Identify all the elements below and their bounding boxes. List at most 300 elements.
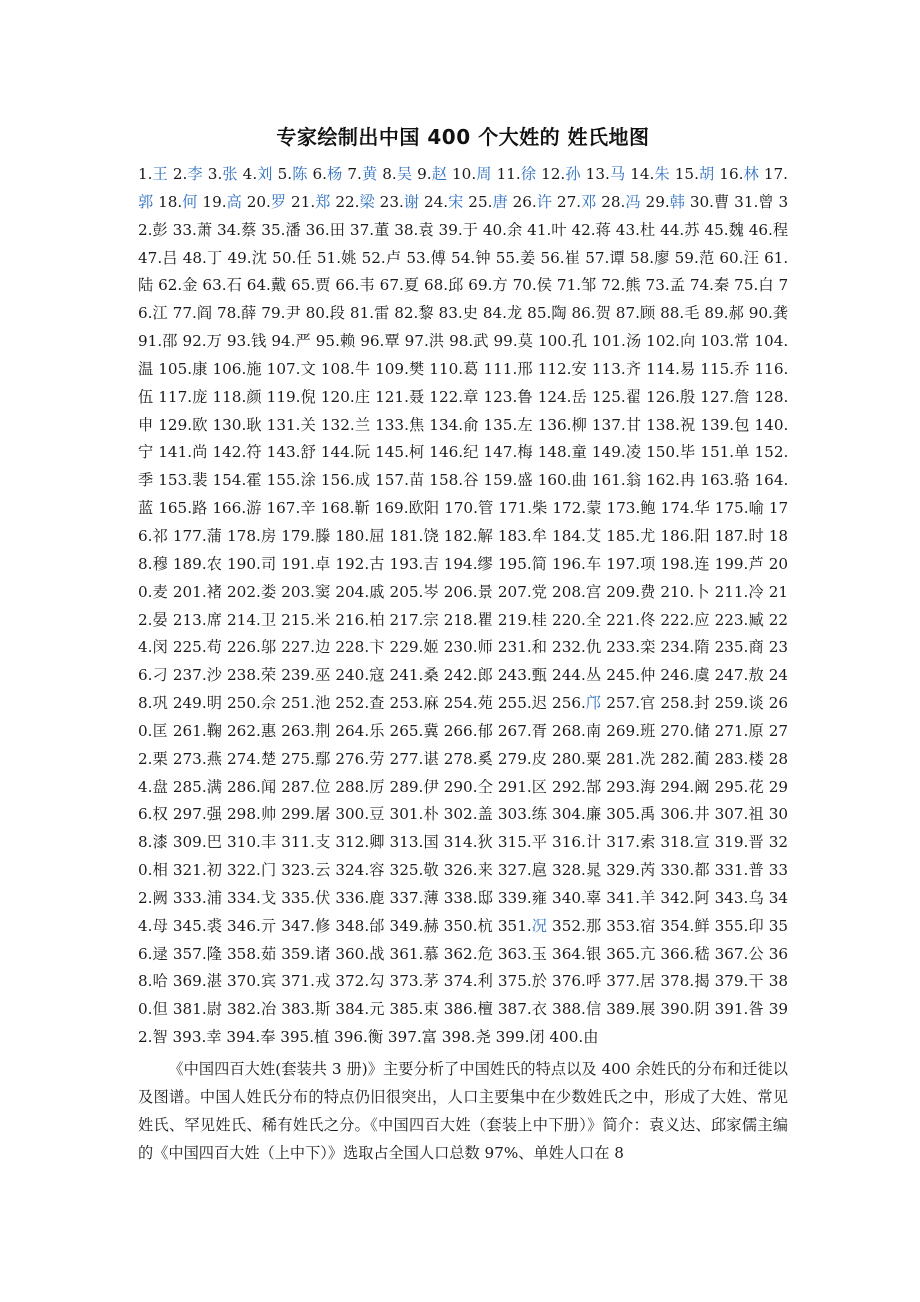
surname-name: 边 [315,638,331,657]
surname-name: 柳 [571,415,587,434]
surname-link[interactable]: 马 [609,165,626,183]
surname-entry [158,276,197,294]
surname-name: 沈 [251,248,268,267]
surname-name: 赫 [423,916,439,935]
surname-rank: 273. [172,749,207,768]
surname-rank: 108. [320,359,355,378]
surname-entry [660,638,709,656]
surname-entry [494,332,534,350]
surname-name: 危 [477,944,493,963]
surname-rank: 230. [443,638,478,657]
surname-entry [390,555,439,573]
surname-rank: 36. [305,220,330,239]
surname-rank: 188. [138,526,789,573]
surname-rank: 398. [441,1028,476,1047]
surname-entry [335,805,384,823]
surname-name: 闻 [260,777,277,796]
surname-entry [439,221,478,239]
surname-rank: 207. [497,582,532,601]
surname-name: 鹿 [369,888,385,907]
surname-rank: 182. [443,526,478,545]
surname-rank: 270. [660,721,695,740]
surname-entry [360,332,400,350]
surname-rank: 355. [714,916,749,935]
surname-entry [281,555,330,573]
surname-rank: 236. [138,638,789,685]
surname-entry [217,221,256,239]
surname-link[interactable]: 韩 [669,192,685,211]
surname-entry [444,694,493,712]
surname-entry [444,527,493,545]
surname-name: 权 [152,805,168,824]
surname-name: 江 [152,304,168,323]
surname-rank: 299. [281,805,316,824]
surname-rank: 309. [172,833,207,852]
surname-entry [498,945,547,963]
surname-link[interactable]: 罗 [270,192,287,211]
surname-link[interactable]: 张 [222,165,238,183]
surname-name: 丁 [206,248,223,267]
surname-rank: 6. [312,165,327,183]
surname-entry [630,165,670,183]
surname-name: 耿 [246,415,262,434]
surname-entry [227,889,276,907]
surname-name: 盘 [152,777,168,796]
surname-name: 郁 [477,721,493,740]
surname-rank: 235. [714,638,749,657]
surname-rank: 134. [429,415,464,434]
surname-entry [552,527,601,545]
surname-rank: 327. [497,861,532,880]
surname-name: 薄 [423,888,439,907]
surname-entry [272,249,312,267]
surname-name: 华 [694,499,710,518]
surname-entry [552,750,601,768]
surname-rank: 56. [540,248,565,267]
surname-name: 亓 [260,916,277,935]
surname-entry [281,666,330,684]
surname-link[interactable]: 陈 [292,165,308,183]
surname-rank: 380. [138,972,789,1019]
surname-rank: 27. [556,192,582,211]
surname-name: 毛 [684,304,700,323]
surname-entry [646,471,695,489]
surname-rank: 93. [226,332,252,351]
surname-rank: 126. [646,387,680,406]
surname-name: 奉 [260,1028,276,1047]
surname-link[interactable]: 邓 [581,192,597,211]
surname-rank: 183. [497,526,532,545]
surname-entry [540,249,580,267]
surname-name: 单 [734,443,750,462]
surname-rank: 176. [138,499,789,545]
surname-name: 朴 [423,805,439,824]
surname-name: 颜 [246,387,262,406]
surname-rank: 203. [281,582,316,601]
surname-rank: 19. [202,192,227,211]
surname-entry [498,1000,547,1018]
surname-entry [173,304,212,322]
surname-entry [429,360,478,378]
surname-entry [444,917,493,935]
surname-rank: 229. [389,638,424,657]
surname-rank: 258. [660,694,695,713]
surname-rank: 279. [497,749,532,768]
surname-name: 南 [585,721,602,740]
surname-name: 顾 [639,304,656,323]
surname-entry [444,861,493,879]
surname-name: 贾 [315,276,331,295]
surname-link[interactable]: 杨 [326,165,343,183]
surname-entry [592,443,641,461]
surname-name: 崔 [564,248,581,267]
surname-link[interactable]: 郑 [315,192,331,211]
surname-rank: 65. [291,276,316,295]
surname-entry [227,583,276,601]
surname-entry [675,165,715,183]
surname-rank: 201. [172,582,207,601]
surname-link[interactable]: 郭 [138,192,154,211]
surname-name: 龚 [772,304,789,323]
surname-entry [700,388,749,406]
surname-rank: 193. [389,554,424,573]
surname-rank: 26. [512,192,537,211]
surname-entry [715,499,764,517]
surname-name: 桂 [531,610,548,629]
surname-entry [498,833,547,851]
surname-name: 赖 [339,332,356,351]
surname-name: 茅 [423,972,439,991]
surname-name: 展 [640,1000,656,1019]
surname-link[interactable]: 胡 [698,165,715,183]
surname-entry [606,833,655,851]
surname-entry [497,165,537,183]
surname-entry [390,527,439,545]
surname-rank: 305. [606,805,641,824]
surname-entry [227,778,276,796]
surname-name: 荣 [260,666,277,685]
surname-name: 古 [369,554,385,573]
surname-rank: 50. [272,248,297,267]
surname-name: 施 [246,359,262,378]
surname-name: 戎 [315,972,331,991]
surname-rank: 107. [266,359,301,378]
surname-rank: 122. [429,387,464,406]
surname-entry [606,1000,655,1018]
surname-entry [321,416,370,434]
surname-entry [405,332,445,350]
surname-rank: 31. [734,192,759,211]
surname-rank: 82. [394,304,419,323]
surname-name: 方 [492,276,508,295]
surname-link[interactable]: 孙 [565,165,581,183]
surname-name: 云 [315,861,331,880]
surname-rank: 2. [172,165,188,183]
surname-name: 池 [315,694,331,713]
surname-link[interactable]: 况 [531,916,548,935]
surname-rank: 301. [389,805,424,824]
surname-entry [606,611,655,629]
surname-entry [212,360,261,378]
surname-name: 毕 [679,443,696,462]
surname-name: 伏 [315,888,331,907]
surname-rank: 48. [182,248,207,267]
surname-entry [498,805,547,823]
surname-entry [138,165,168,183]
surname-name: 庞 [192,387,208,406]
surname-rank: 22. [335,192,360,211]
surname-name: 吉 [423,554,439,573]
surname-name: 倪 [300,387,316,406]
surname-name: 栗 [152,749,168,768]
surname-rank: 189. [172,554,207,573]
surname-rank: 319. [714,833,749,852]
surname-name: 闵 [152,638,168,657]
surname-entry [715,889,764,907]
surname-entry [227,527,276,545]
surname-name: 雷 [374,304,390,323]
surname-name: 海 [640,777,656,796]
surname-entry [281,750,330,768]
surname-rank: 74. [689,276,715,295]
surname-entry [452,165,492,183]
surname-name: 鄢 [315,749,331,768]
surname-rank: 143. [266,443,301,462]
surname-link[interactable]: 李 [187,165,203,183]
surname-name: 阿 [694,888,710,907]
surname-entry [281,722,330,740]
surname-rank: 34. [216,220,242,239]
surname-rank: 97. [404,332,429,351]
surname-rank: 37. [349,220,375,239]
surname-name: 白 [758,276,774,295]
surname-name: 晁 [585,861,602,880]
surname-name: 位 [315,777,331,796]
surname-entry [660,750,709,768]
surname-rank: 246. [660,666,695,685]
surname-name: 练 [531,805,548,824]
surname-rank: 47. [138,248,163,267]
surname-entry [202,276,241,294]
surname-entry [227,805,276,823]
surname-rank: 222. [660,610,695,629]
surname-link[interactable]: 冯 [625,192,641,211]
surname-name: 樊 [408,359,425,378]
surname-name: 乐 [369,721,385,740]
surname-rank: 223. [714,610,749,629]
surname-rank: 200. [138,554,789,601]
surname-name: 柴 [532,499,548,518]
surname-name: 严 [295,332,311,351]
surname-name: 孟 [669,276,685,295]
surname-entry [552,833,601,851]
surname-name: 廉 [585,805,602,824]
surname-rank: 267. [497,721,532,740]
surname-name: 祁 [152,526,168,545]
surname-name: 游 [246,499,262,518]
surname-rank: 372. [335,972,370,991]
surname-link[interactable]: 王 [152,165,168,183]
surname-entry [715,611,764,629]
surname-entry [606,666,655,684]
surname-link[interactable]: 林 [743,165,759,183]
surname-name: 国 [423,833,439,852]
surname-rank: 24. [423,192,449,211]
surname-entry [444,722,493,740]
surname-rank: 195. [497,554,532,573]
surname-name: 阙 [152,888,168,907]
surname-link[interactable]: 梁 [359,192,375,211]
surname-name: 蔡 [241,220,257,239]
surname-entry [227,555,276,573]
surname-entry [715,527,764,545]
surname-entry [267,388,316,406]
surname-entry [335,750,384,768]
surname-rank: 370. [227,972,261,991]
surname-name: 丛 [585,666,602,685]
surname-entry [281,778,330,796]
surname-rank: 260. [138,694,789,740]
surname-name: 解 [477,526,493,545]
surname-rank: 348. [335,916,370,935]
surname-name: 田 [329,220,346,239]
surname-entry [335,638,384,656]
surname-entry [335,833,384,851]
surname-name: 乔 [734,359,750,378]
surname-name: 来 [477,861,493,880]
surname-rank: 116. [754,359,789,378]
surname-rank: 344. [138,888,789,935]
surname-entry [700,332,749,350]
surname-link[interactable]: 周 [476,165,492,183]
surname-rank: 369. [172,972,207,991]
surname-rank: 375. [497,972,532,991]
surname-entry [212,388,261,406]
surname-entry [444,499,493,517]
surname-rank: 100. [537,332,572,351]
surname-name: 薛 [241,304,257,323]
surname-rank: 120. [320,387,355,406]
surname-name: 欧阳 [408,499,440,518]
surname-name: 俞 [463,415,479,434]
surname-rank: 8. [382,165,397,183]
surname-entry [173,917,222,935]
surname-name: 关 [300,415,316,434]
surname-name: 康 [192,359,208,378]
surname-rank: 288. [335,777,370,796]
surname-rank: 105. [158,359,193,378]
surname-rank: 95. [315,332,340,351]
surname-name: 温 [138,359,154,378]
surname-link[interactable]: 何 [182,192,198,211]
surname-name: 官 [640,694,656,713]
surname-entry [335,945,384,963]
surname-rank: 337. [389,888,424,907]
surname-link[interactable]: 朱 [654,165,670,183]
surname-rank: 83. [438,304,463,323]
surname-rank: 132. [320,415,355,434]
surname-entry [498,555,547,573]
surname-name: 智 [152,1028,168,1047]
surname-name: 詹 [734,387,750,406]
surname-name: 陆 [138,276,154,295]
surname-entry [444,555,493,573]
surname-rank: 169. [374,499,409,518]
surname-rank: 128. [754,387,789,406]
surname-rank: 21. [291,192,316,211]
surname-name: 祝 [679,415,696,434]
surname-link[interactable]: 邝 [585,694,602,713]
surname-entry [335,1000,384,1018]
surname-rank: 256. [552,694,586,713]
surname-entry [592,388,641,406]
surname-link[interactable]: 唐 [492,192,508,211]
surname-name: 农 [206,554,223,573]
surname-rank: 373. [389,972,424,991]
surname-rank: 352. [552,916,586,935]
surname-rank: 215. [281,610,316,629]
surname-name: 舒 [300,443,316,462]
surname-name: 满 [206,777,223,796]
surname-rank: 381. [172,1000,207,1019]
surname-entry [429,416,478,434]
surname-link[interactable]: 徐 [520,165,537,183]
surname-link[interactable]: 谢 [403,192,420,211]
surname-name: 区 [531,777,548,796]
surname-name: 魏 [728,220,744,239]
surname-entry [306,304,345,322]
surname-entry [715,833,764,851]
surname-name: 韦 [359,276,375,295]
surname-name: 由 [583,1028,599,1047]
surname-name: 娄 [260,582,277,601]
surname-name: 申 [138,415,154,434]
surname-rank: 117. [158,387,193,406]
surname-entry [390,833,439,851]
surname-entry [444,611,493,629]
surname-link[interactable]: 黄 [361,165,378,183]
surname-entry [321,471,370,489]
surname-link[interactable]: 高 [226,192,242,211]
surname-link[interactable]: 宋 [448,192,464,211]
surname-rank: 136. [537,415,572,434]
surname-entry [498,638,547,656]
surname-entry [715,805,764,823]
surname-entry [549,1028,598,1046]
surname-rank: 296. [138,777,789,824]
surname-name: 鲁 [517,387,533,406]
surname-rank: 127. [700,387,735,406]
surname-rank: 367. [714,944,749,963]
surname-name: 史 [462,304,478,323]
surname-link[interactable]: 赵 [431,165,448,183]
surname-name: 滕 [315,526,331,545]
surname-rank: 214. [227,610,261,629]
surname-rank: 331. [714,861,749,880]
surname-entry [646,388,695,406]
surname-link[interactable]: 许 [536,192,553,211]
surname-rank: 343. [714,888,749,907]
surname-link[interactable]: 刘 [257,165,273,183]
surname-link[interactable]: 吴 [396,165,413,183]
surname-rank: 114. [646,359,680,378]
surname-name: 熊 [625,276,641,295]
surname-entry [335,917,384,935]
surname-entry [261,221,300,239]
surname-entry [375,388,424,406]
surname-entry [557,276,596,294]
surname-rank: 35. [261,220,286,239]
